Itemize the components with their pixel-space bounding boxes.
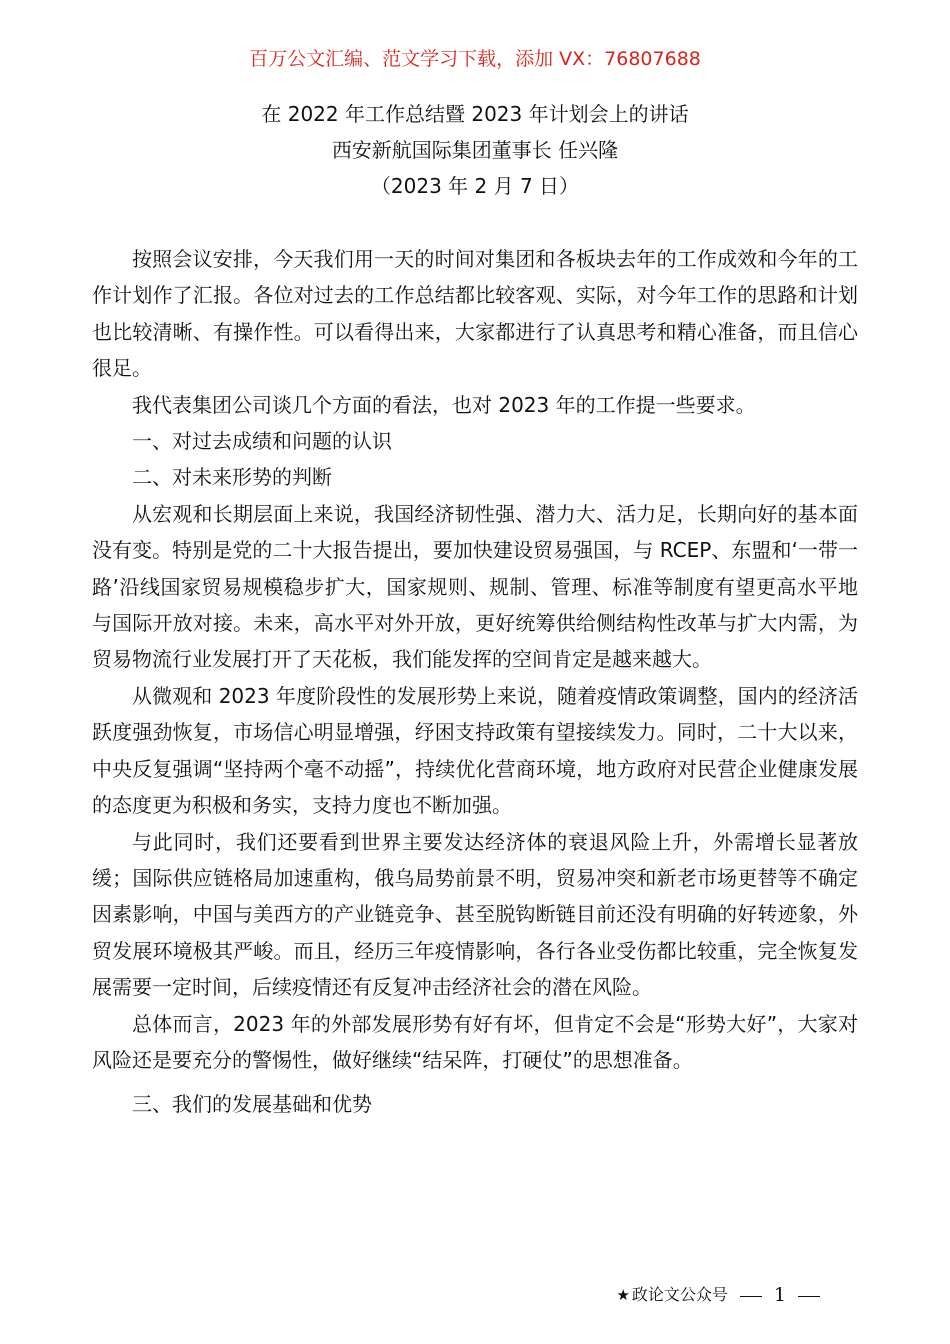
speaker-line: 西安新航国际集团董事长 任兴隆 [331,138,619,162]
paragraph-micro: 从微观和 2023 年度阶段性的发展形势上来说，随着疫情政策调整，国内的经济活跃度强劲恢复，市场信心明显增强，纾困支持政策有望接续发力。同时，二十大以来，中央反复强调“坚持两个毫不动摇”，持续优化营商环境，地方政府对民营企业健康发展的态度更为积极和务实，支持力度也不断加强。 [92,683,858,818]
speech-date: （2023 年 2 月 7 日） [370,174,580,198]
paragraph-macro: 从宏观和长期层面上来说，我国经济韧性强、潜力大、活力足，长期向好的基本面没有变。特别是党的二十大报告提出，要加快建设贸易强国，与 RCEP、东盟和‘一带一路’沿线国家贸易规模稳步扩大，国家规则、规制、管理、标准等制度有望更高水平地与国际开放对接。未来，高水平对外开放，更好统筹供给侧结构性改革与扩大内需，为贸易物流行业发展打开了天花板，我们能发挥的空间肯定是越来越大。 [92,501,858,672]
section-heading-2: 二、对未来形势的判断 [132,465,332,490]
page-footer [616,1280,832,1310]
paragraph-overview: 我代表集团公司谈几个方面的看法，也对 2023 年的工作提一些要求。 [132,392,756,417]
document-body [92,241,858,1123]
star-icon: ★ [616,1286,630,1304]
title-block [0,96,950,204]
dash-divider-left [740,1296,762,1297]
speech-title: 在 2022 年工作总结暨 2023 年计划会上的讲话 [261,102,689,126]
page-number: 1 [773,1284,786,1306]
paragraph-intro: 按照会议安排，今天我们用一天的时间对集团和各板块去年的工作成效和今年的工作计划作了汇报。各位对过去的工作总结都比较客观、实际，对今年工作的思路和计划也比较清晰、有操作性。可以看得出来，大家都进行了认真思考和精心准备，而且信心很足。 [92,247,858,381]
paragraph-risks: 与此同时，我们还要看到世界主要发达经济体的衰退风险上升，外需增长显著放缓；国际供应链格局加速重构，俄乌局势前景不明，贸易冲突和新老市场更替等不确定因素影响，中国与美西方的产业链竞争、甚至脱钩断链目前还没有明确的好转迹象，外贸发展环境极其严峻。而且，经历三年疫情影响，各行各业受伤都比较重，完全恢复发展需要一定时间，后续疫情还有反复冲击经济社会的潜在风险。 [92,829,858,1000]
section-heading-1: 一、对过去成绩和问题的认识 [132,429,392,454]
section-heading-3: 三、我们的发展基础和优势 [132,1092,372,1117]
paragraph-summary: 总体而言，2023 年的外部发展形势有好有坏，但肯定不会是“形势大好”，大家对风险还是要充分的警惕性，做好继续“结呆阵，打硬仗”的思想准备。 [92,1011,858,1072]
header-banner: 百万公文汇编、范文学习下载，添加 VX：76807688 [249,48,701,70]
dash-divider-right [798,1296,820,1297]
footer-source: 政论文公众号 [631,1285,728,1304]
